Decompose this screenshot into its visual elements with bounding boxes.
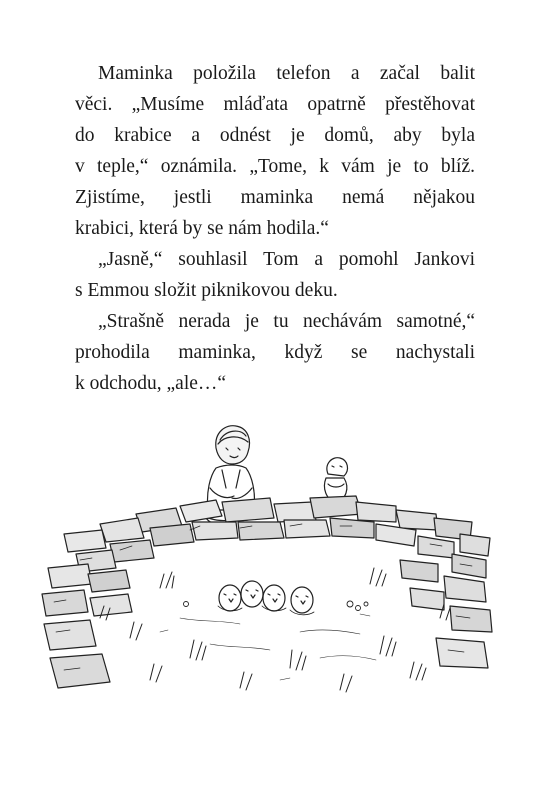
text-line: prohodila maminka, když se nachystali	[75, 342, 475, 363]
text-line: v teple,“ oznámila. „Tome, k vám je to blíž.	[75, 156, 475, 177]
text-line: do krabice a odnést je domů, aby byla	[75, 125, 475, 146]
text-line: „Jasně,“ souhlasil Tom a pomohl Jankovi	[98, 249, 475, 270]
illustration-stone-circle	[40, 418, 495, 708]
text-line: Maminka položila telefon a začal balit	[98, 63, 475, 84]
story-text	[75, 58, 475, 399]
text-line: Zjistíme, jestli maminka nemá nějakou	[75, 187, 475, 208]
text-line: s Emmou složit piknikovou deku.	[75, 280, 338, 301]
text-line: krabici, která by se nám hodila.“	[75, 218, 329, 239]
text-line: „Strašně nerada je tu nechávám samotné,“	[98, 311, 475, 332]
stones-front	[42, 560, 492, 688]
chicks	[218, 581, 314, 615]
text-line: věci. „Musíme mláďata opatrně přestěhovat	[75, 94, 475, 115]
toy-figure	[322, 458, 352, 502]
text-line: k odchodu, „ale…“	[75, 373, 227, 394]
